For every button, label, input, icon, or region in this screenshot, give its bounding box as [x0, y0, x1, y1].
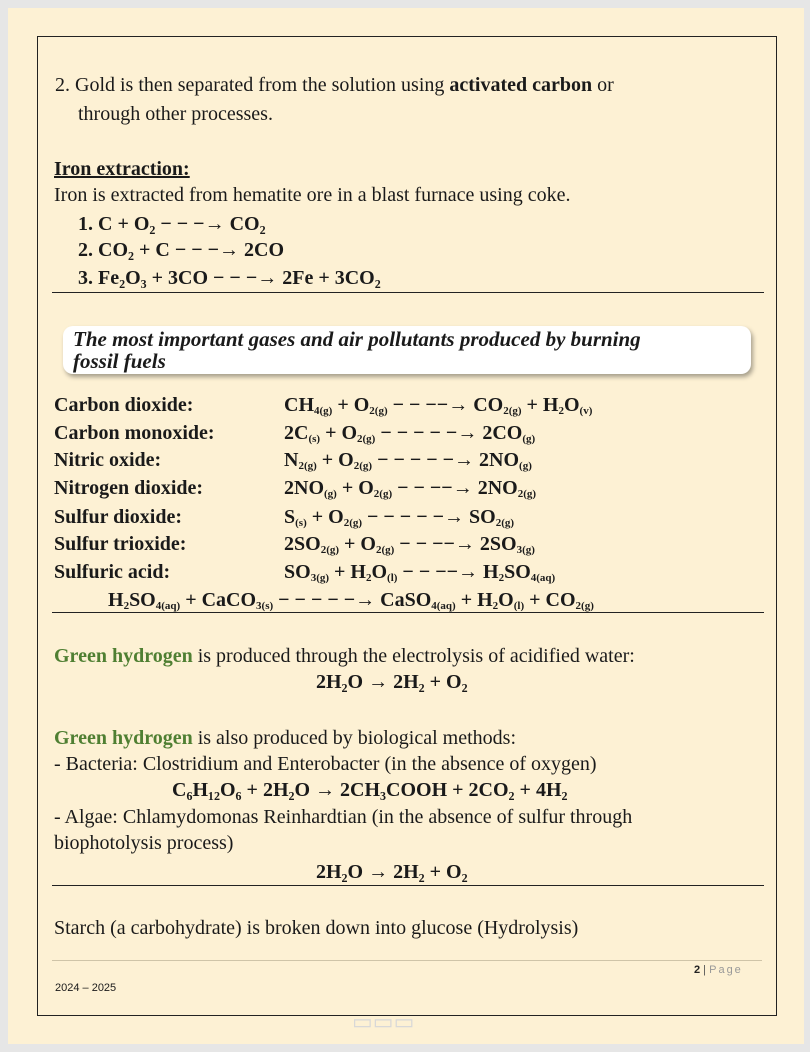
gas-equation: $CH_{4(g)} + O_{2(g)}$ − − −−→ $CO_{2(g)} + H_2O_{(v)}$	[284, 394, 593, 417]
iron-heading: Iron extraction:	[54, 158, 190, 180]
gold-step-line2: through other processes.	[78, 103, 273, 125]
gas-equation: $SO_{3(g)} + H_2O_{(l)}$ − − −−→ $H_2SO_{4(aq)}$	[284, 561, 556, 584]
iron-equation-1: 1. C + O₂ − − −→ CO₂	[78, 213, 266, 235]
algae-equation: 2H₂O → 2H₂ + O₂	[316, 861, 468, 883]
bacteria-equation: C₆H₁₂O₆ + 2H₂O → 2CH₃COOH + 2CO₂ + 4H₂	[172, 779, 568, 801]
gas-name: Carbon dioxide:	[54, 394, 194, 416]
gas-equation: $2C_{(s)} + O_{2(g)}$ − − − − −→ $2CO_{(g)}$	[284, 422, 536, 445]
section-banner	[63, 326, 751, 374]
gas-equation: $2SO_{2(g)} + O_{2(g)}$ − − −−→ $2SO_{3(g)}$	[284, 533, 535, 556]
green-hydrogen-biological: Green hydrogen is also produced by biological methods:	[54, 727, 516, 749]
bacteria-line: - Bacteria: Clostridium and Enterobacter (in the absence of oxygen)	[54, 753, 597, 775]
algae-line-1: - Algae: Chlamydomonas Reinhardtian (in the absence of sulfur through	[54, 806, 633, 828]
gas-name: Nitrogen dioxide:	[54, 477, 204, 499]
banner-title: The most important gases and air pollutants produced by burning fossil fuels	[73, 327, 641, 373]
divider-2	[52, 612, 764, 613]
divider-1	[52, 292, 764, 293]
electrolysis-equation: 2H₂O → 2H₂ + O₂	[316, 671, 468, 693]
iron-equation-3: 3. Fe₂O₃ + 3CO − − −→ 2Fe + 3CO₂	[78, 267, 381, 289]
footer-year: 2024 – 2025	[55, 982, 117, 994]
green-hydrogen-electrolysis: Green hydrogen is produced through the electrolysis of acidified water:	[54, 645, 635, 667]
algae-line-2: biophotolysis process)	[54, 832, 234, 854]
iron-equation-2: 2. CO₂ + C − − −→ 2CO	[78, 239, 285, 261]
gas-name: Carbon monoxide:	[54, 422, 215, 444]
footer-rule	[52, 960, 762, 961]
gold-step-line1: 2. Gold is then separated from the solution using activated carbon or	[55, 74, 614, 96]
gas-name: Sulfur dioxide:	[54, 506, 182, 528]
gas-name: Sulfur trioxide:	[54, 533, 187, 555]
gas-name: Nitric oxide:	[54, 449, 162, 471]
gas-name: Sulfuric acid:	[54, 561, 171, 583]
gas-equation: $2NO_{(g)} + O_{2(g)}$ − − −−→ $2NO_{2(g)}$	[284, 477, 537, 500]
page-number: 2 | Page	[694, 964, 743, 976]
watermark-logo: ▭▭▭	[352, 1010, 415, 1035]
iron-intro: Iron is extracted from hematite ore in a blast furnace using coke.	[54, 184, 571, 206]
caco3-equation: $H_2SO_{4(aq)}$ + CaCO$_{3(s)}$ − − − − −→ CaSO$_{4(aq)}$ + $H_2O_{(l)} + CO_{2(g)}$	[108, 589, 594, 612]
gas-equation: $N_{2(g)} + O_{2(g)}$ − − − − −→ $2NO_{(g)}$	[284, 449, 532, 472]
gas-equation: $S_{(s)} + O_{2(g)}$ − − − − −→ $SO_{2(g)}$	[284, 506, 515, 529]
starch-line: Starch (a carbohydrate) is broken down into glucose (Hydrolysis)	[54, 917, 579, 939]
divider-3	[52, 885, 764, 886]
